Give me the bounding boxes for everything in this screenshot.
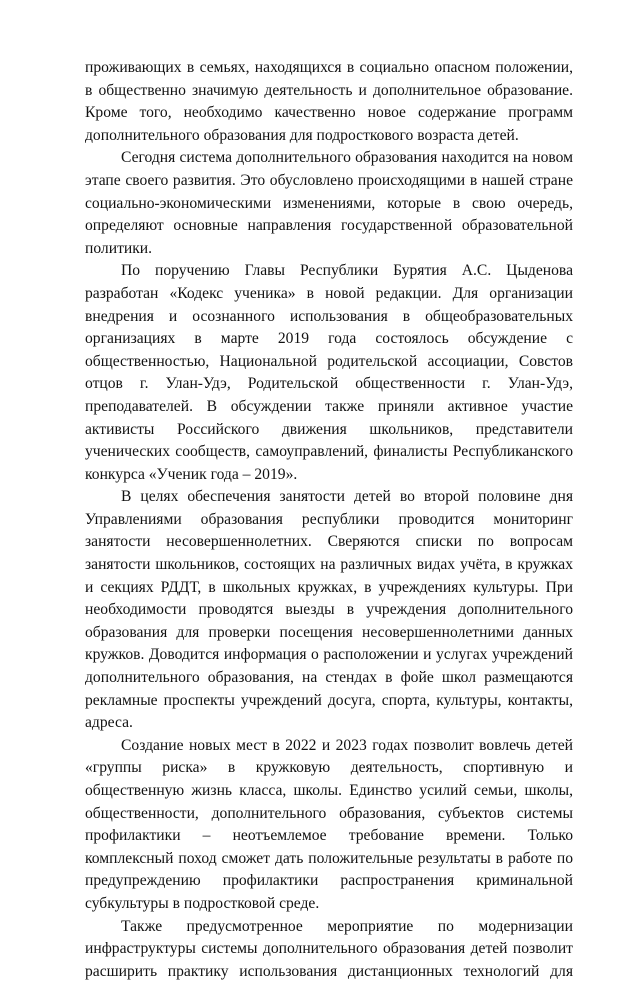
document-page (85, 57, 573, 983)
paragraph-4: В целях обеспечения занятости детей во второй половине дня Управлениями образования республики проводится мониторинг занятости несовершеннолетних. Сверяются списки по вопросам занятости школьников, состоящих на различных видах учёта, в кружках и секциях РДДТ, в школьных кружках, в учреждениях культуры. При необходимости проводятся выезды в учреждения дополнительного образования для проверки посещения несовершеннолетними данных кружков. Доводится информация о расположении и услугах учреждений дополнительного образования, на стендах в фойе школ размещаются рекламные проспекты учреждений досуга, спорта, культуры, контакты, адреса. (85, 488, 573, 732)
paragraph-3: По поручению Главы Республики Бурятия А.С. Цыденова разработан «Кодекс ученика» в новой редакции. Для организации внедрения и осознанного использования в общеобразовательных организациях в марте 2019 года состоялось обсуждение с общественностью, Национальной родительской ассоциации, Совстов отцов г. Улан-Удэ, Родительской общественности г. Улан-Удэ, преподавателей. В обсуждении также приняли активное участие активисты Российского движения школьников, представители ученических сообществ, самоуправлений, финалисты Республиканского конкурса «Ученик года – 2019». (85, 262, 573, 483)
paragraph-2: Сегодня система дополнительного образования находится на новом этапе своего развития. Это обусловлено происходящими в нашей стране социально-экономическими изменениями, которые в свою очередь, определяют основные направления государственной образовательной политики. (85, 149, 573, 257)
paragraph-1: проживающих в семьях, находящихся в социально опасном положении, в общественно значимую деятельность и дополнительное образование. Кроме того, необходимо качественно новое содержание программ дополнительного образования для подросткового возраста детей. (85, 59, 573, 144)
paragraph-6: Также предусмотренное мероприятие по модернизации инфраструктуры системы дополнительного образования детей позволит расширить практику использования дистанционных технологий для (85, 917, 573, 980)
paragraph-5: Создание новых мест в 2022 и 2023 годах позволит вовлечь детей «группы риска» в кружковую деятельность, спортивную и общественную жизнь класса, школы. Единство усилий семьи, школы, общественности, дополнительного образования, субъектов системы профилактики – неотъемлемое требование времени. Только комплексный поход сможет дать положительные результаты в работе по предупреждению профилактики распространения криминальной субкультуры в подростковой среде. (85, 736, 573, 912)
